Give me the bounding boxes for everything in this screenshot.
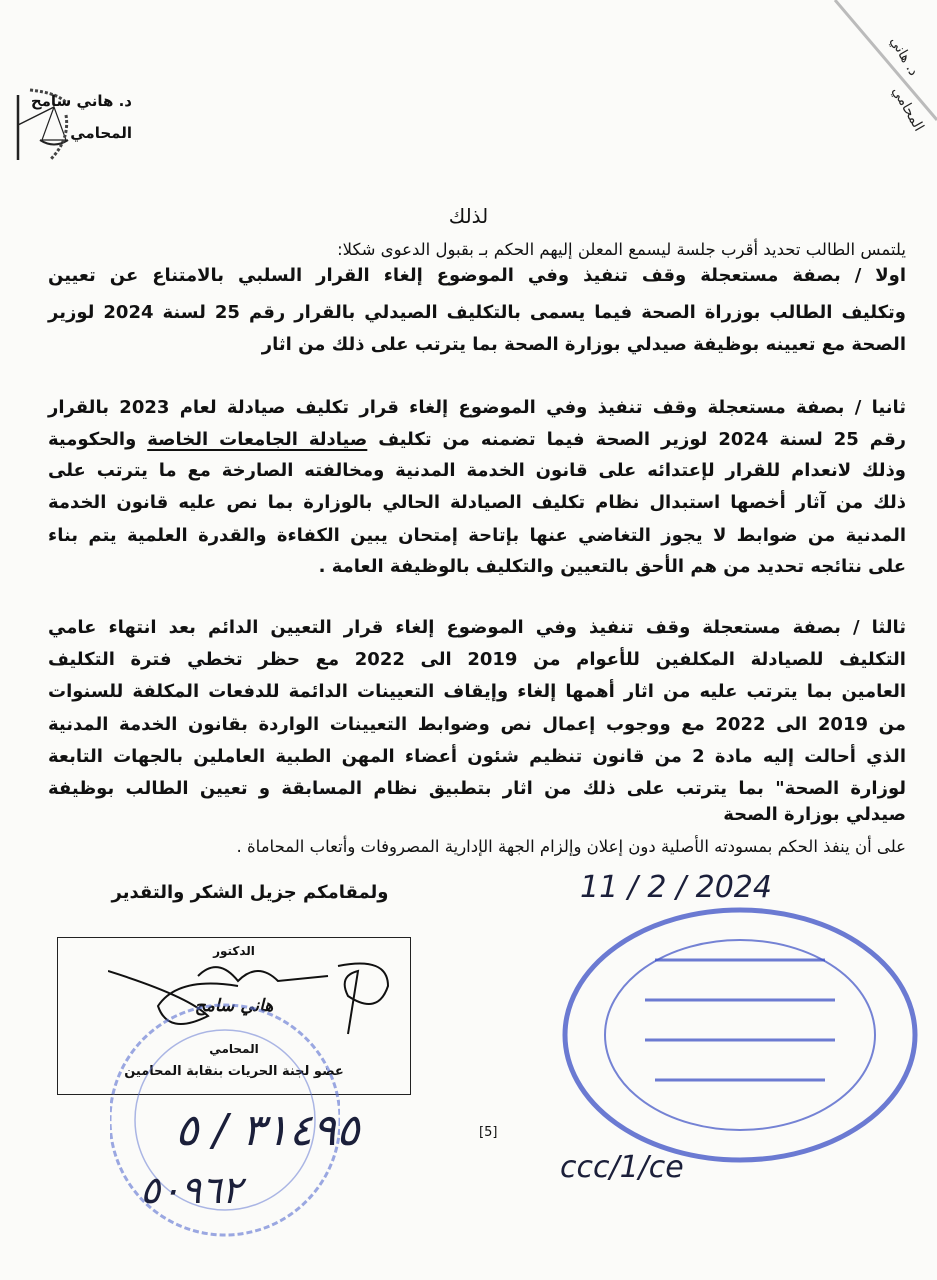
third-request-line: الذي أحالت إليه مادة 2 من قانون تنظيم شئون أعضاء المهن الطبية العاملين بالجهات التابعة bbox=[48, 746, 906, 767]
third-request-line: من 2019 الى 2022 مع ووجوب إعمال نص وضوابط التعيينات الواردة بقانون الخدمة المدنية bbox=[48, 714, 906, 735]
header-lawyer-name: د. هاني سامح bbox=[30, 92, 132, 110]
first-request-line: وتكليف الطالب بوزراة الصحة فيما يسمى بالتكليف الصيدلي بالقرار رقم 25 لسنة 2024 لوزير bbox=[48, 302, 906, 323]
second-request-line: وذلك لانعدام للقرار لإعتدائه على قانون الخدمة المدنية ومخالفته الصارخة مع ما يترتب على bbox=[48, 460, 906, 481]
intro-text: يلتمس الطالب تحديد أقرب جلسة ليسمع المعلن إليهم الحكم بـ بقبول الدعوى شكلا: bbox=[337, 240, 906, 259]
third-request-line: صيدلي بوزارة الصحة bbox=[723, 804, 906, 825]
second-request-line: على نتائجه تحديد من هم الأحق بالتعيين والتكليف بالوظيفة العامة . bbox=[318, 556, 906, 577]
third-request-line: العامين بما يترتب عليه من اثار أهمها إلغاء وإيقاف التعيينات الدائمة للدفعات المكلفة للسنوات bbox=[48, 681, 906, 702]
svg-text:د. هاني: د. هاني bbox=[886, 34, 922, 79]
closing-text: على أن ينفذ الحكم بمسودته الأصلية دون إعلان وإلزام الجهة الإدارية المصروفات وأتعاب المحاماة . bbox=[236, 837, 906, 856]
first-request-line: اولا / بصفة مستعجلة وقف تنفيذ وفي الموضوع إلغاء القرار السلبي بالامتناع عن تعيين bbox=[48, 265, 906, 286]
signature-name: هاني سامح bbox=[194, 996, 274, 1016]
corner-handwritten-note bbox=[830, 0, 937, 140]
text-span: والحكومية bbox=[48, 429, 148, 450]
signature-membership: عضو لجنة الحريات بنقابة المحامين bbox=[124, 1064, 344, 1079]
third-request-line: التكليف للصيادلة المكلفين للأعوام من 2019 الى 2022 مع حظر تخطي فترة التكليف bbox=[48, 649, 906, 670]
second-request-line bbox=[48, 427, 906, 453]
handwritten-bottom-note: ccc/1/ce bbox=[560, 1150, 684, 1185]
official-stamp-right bbox=[555, 900, 925, 1170]
header-lawyer-title: المحامي bbox=[70, 124, 132, 142]
second-request-line: ذلك من آثار أخصها استبدال نظام تكليف الصيادلة الحالي بالوزارة بما نص عليه قانون الخدمة bbox=[48, 492, 906, 513]
document-title: لذلك bbox=[448, 204, 489, 228]
underlined-text: صيادلة الجامعات الخاصة bbox=[147, 429, 368, 450]
third-request-line: لوزارة الصحة" بما يترتب على ذلك من اثار بتطبيق نظام المسابقة و تعيين الطالب بوظيفة bbox=[48, 778, 906, 799]
thanks-text: ولمقامكم جزيل الشكر والتقدير bbox=[111, 882, 389, 903]
signature-title: الدكتور bbox=[213, 944, 255, 958]
signature-role: المحامي bbox=[209, 1042, 259, 1056]
handwritten-receipt-number: ٣١٤٩٥ / ٥ bbox=[175, 1105, 360, 1156]
first-request-line: الصحة مع تعيينه بوظيفة صيدلي بوزارة الصحة بما يترتب على ذلك من اثار bbox=[261, 334, 906, 355]
svg-text:المحامي: المحامي bbox=[888, 84, 927, 135]
handwritten-code: ٥٠٩٦٢ bbox=[140, 1168, 243, 1212]
second-request-line: ثانيا / بصفة مستعجلة وقف تنفيذ وفي الموضوع إلغاء قرار تكليف صيادلة لعام 2023 بالقرار bbox=[48, 397, 907, 418]
text-span: رقم 25 لسنة 2024 لوزير الصحة فيما تضمنه من تكليف bbox=[367, 429, 906, 450]
second-request-line: المدنية من ضوابط لا يجوز التغاضي عنها بإتاحة إمتحان يبين الكفاءة والقدرة العلمية يتم بناء bbox=[48, 525, 906, 546]
page-number: [5] bbox=[479, 1125, 498, 1140]
third-request-line: ثالثا / بصفة مستعجلة وقف تنفيذ وفي الموضوع إلغاء قرار التعيين الدائم بعد انتهاء عامي bbox=[48, 617, 906, 638]
handwritten-date: 11 / 2 / 2024 bbox=[580, 870, 772, 905]
